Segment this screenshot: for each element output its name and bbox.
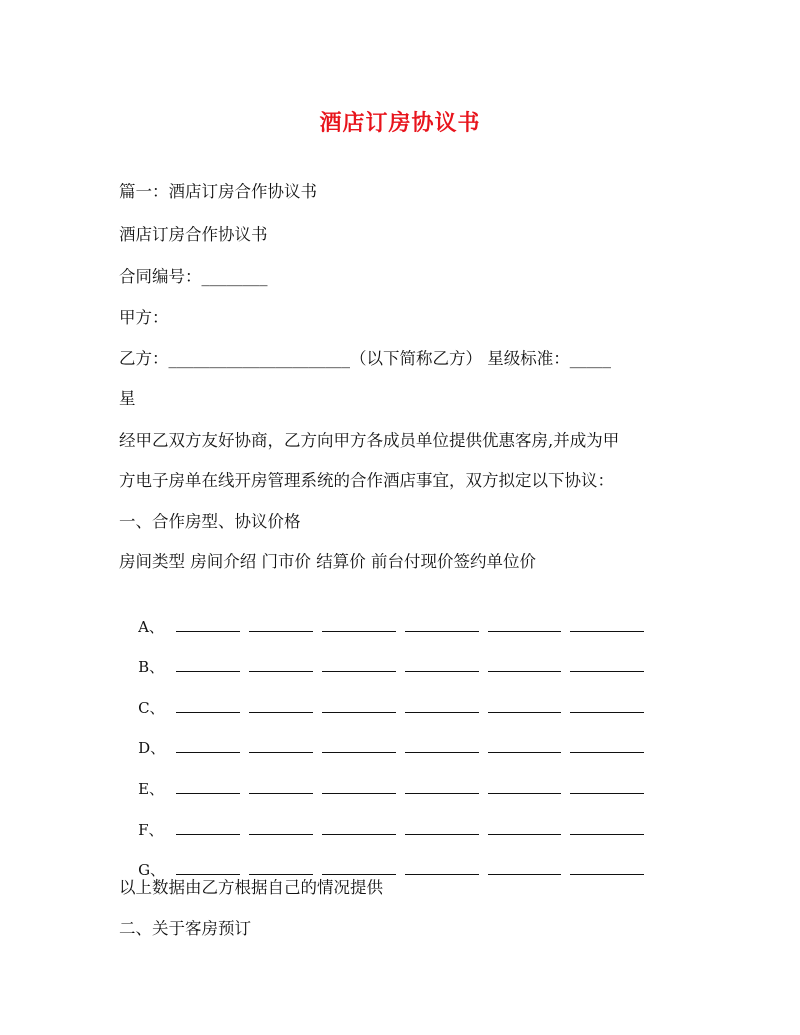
blank-field: [488, 740, 561, 753]
agreement-name: 酒店订房合作协议书: [119, 225, 268, 244]
room-row-label: G、: [138, 861, 166, 879]
room-row-label: E、: [138, 780, 165, 798]
blank-field: [570, 740, 644, 753]
document-title: 酒店订房协议书: [319, 110, 481, 136]
room-row-label: D、: [138, 739, 166, 757]
party-b-line: 乙方：______________________（以下简称乙方） 星级标准：_____: [119, 349, 611, 368]
blank-field: [176, 822, 240, 835]
blank-field: [176, 781, 240, 794]
blank-field: [249, 781, 313, 794]
blank-field: [249, 822, 313, 835]
blank-field: [322, 619, 396, 632]
blank-field: [570, 700, 644, 713]
paragraph-line-1: 经甲乙双方友好协商，乙方向甲方各成员单位提供优惠客房,并成为甲: [119, 431, 620, 450]
blank-field: [405, 862, 479, 875]
blank-field: [322, 659, 396, 672]
blank-field: [249, 659, 313, 672]
room-row-label: A、: [138, 618, 164, 636]
blank-field: [405, 822, 479, 835]
blank-field: [488, 862, 561, 875]
blank-field: [488, 822, 561, 835]
clause-one-heading: 一、合作房型、协议价格: [119, 512, 301, 531]
blank-field: [176, 619, 240, 632]
blank-field: [488, 700, 561, 713]
blank-field: [322, 862, 396, 875]
price-table-header: 房间类型 房间介绍 门市价 结算价 前台付现价签约单位价: [119, 552, 536, 571]
blank-field: [488, 781, 561, 794]
section-heading: 篇一：酒店订房合作协议书: [119, 182, 317, 201]
blank-field: [570, 862, 644, 875]
blank-field: [488, 619, 561, 632]
blank-field: [249, 619, 313, 632]
paragraph-line-2: 方电子房单在线开房管理系统的合作酒店事宜，双方拟定以下协议：: [119, 471, 614, 490]
blank-field: [405, 781, 479, 794]
blank-field: [405, 740, 479, 753]
blank-field: [322, 822, 396, 835]
blank-field: [176, 862, 240, 875]
blank-field: [488, 659, 561, 672]
room-row-label: B、: [138, 658, 165, 676]
blank-field: [570, 781, 644, 794]
data-source-note: 以上数据由乙方根据自己的情况提供: [119, 878, 383, 897]
contract-number-line: 合同编号：________: [119, 267, 268, 286]
room-row-label: F、: [138, 821, 164, 839]
blank-field: [405, 700, 479, 713]
blank-field: [322, 781, 396, 794]
blank-field: [405, 619, 479, 632]
blank-field: [570, 659, 644, 672]
blank-field: [570, 822, 644, 835]
room-row-label: C、: [138, 699, 165, 717]
star-unit: 星: [119, 389, 136, 408]
blank-field: [249, 862, 313, 875]
party-a-line: 甲方：: [119, 308, 169, 327]
clause-two-heading: 二、关于客房预订: [119, 919, 251, 938]
blank-field: [176, 700, 240, 713]
blank-field: [176, 740, 240, 753]
blank-field: [322, 700, 396, 713]
blank-field: [405, 659, 479, 672]
blank-field: [322, 740, 396, 753]
blank-field: [249, 740, 313, 753]
blank-field: [570, 619, 644, 632]
blank-field: [176, 659, 240, 672]
blank-field: [249, 700, 313, 713]
